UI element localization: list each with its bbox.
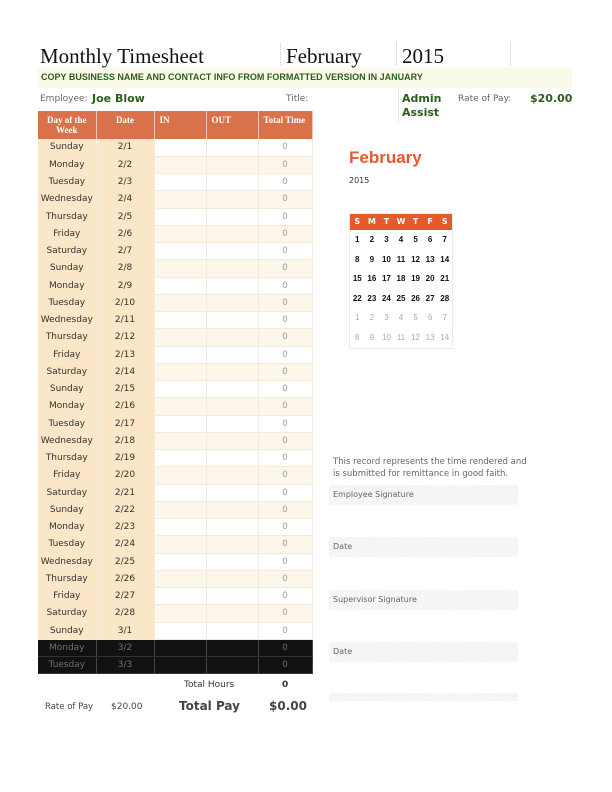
day-cell: Friday — [38, 588, 96, 605]
calendar-day: 8 — [355, 332, 360, 342]
total-time-cell: 0 — [258, 450, 312, 467]
day-cell: Wednesday — [38, 553, 96, 570]
day-cell: Monday — [38, 519, 96, 536]
total-time-cell: 0 — [258, 260, 312, 277]
time-in-cell[interactable] — [154, 156, 206, 173]
calendar-day: 27 — [425, 293, 435, 303]
table-row — [38, 639, 312, 656]
time-out-cell[interactable] — [206, 605, 258, 622]
table-row — [38, 243, 312, 260]
table-row — [38, 294, 312, 311]
day-cell: Thursday — [38, 208, 96, 225]
time-in-cell[interactable] — [154, 622, 206, 639]
day-cell: Tuesday — [38, 536, 96, 553]
time-out-cell[interactable] — [206, 639, 258, 656]
date-cell: 2/2 — [96, 156, 154, 173]
total-hours-label: Total Hours — [184, 680, 235, 690]
employee-label: Employee: — [40, 94, 88, 104]
time-in-cell[interactable] — [154, 312, 206, 329]
date-cell: 3/2 — [96, 639, 154, 656]
time-in-cell[interactable] — [154, 346, 206, 363]
calendar-day: 28 — [440, 293, 450, 303]
calendar-day: 16 — [367, 274, 377, 284]
doc-month: February — [286, 44, 362, 68]
time-out-cell[interactable] — [206, 191, 258, 208]
date-cell: 2/3 — [96, 174, 154, 191]
calendar-month: February — [349, 148, 422, 167]
total-time-cell: 0 — [258, 484, 312, 501]
time-in-cell[interactable] — [154, 432, 206, 449]
table-row — [38, 588, 312, 605]
table-row — [38, 570, 312, 587]
date-label: Date — [333, 542, 353, 551]
date-cell: 2/23 — [96, 519, 154, 536]
table-row — [38, 484, 312, 501]
time-out-cell[interactable] — [206, 536, 258, 553]
time-out-cell[interactable] — [206, 398, 258, 415]
date-field[interactable] — [329, 537, 518, 557]
table-row — [38, 622, 312, 639]
table-row — [38, 467, 312, 484]
date-field[interactable] — [329, 642, 518, 662]
calendar-day: 11 — [396, 332, 406, 342]
time-out-cell[interactable] — [206, 450, 258, 467]
table-row — [38, 363, 312, 380]
time-in-cell[interactable] — [154, 243, 206, 260]
table-row — [38, 536, 312, 553]
signature-divider — [329, 693, 518, 701]
calendar-day: 3 — [384, 313, 389, 323]
table-row — [38, 346, 312, 363]
calendar-day: 24 — [381, 293, 391, 303]
weekday-header: S — [437, 214, 452, 230]
day-cell: Tuesday — [38, 657, 96, 674]
title-label: Title: — [286, 94, 309, 104]
date-cell: 2/16 — [96, 398, 154, 415]
calendar-day: 12 — [411, 332, 421, 342]
date-cell: 2/21 — [96, 484, 154, 501]
time-in-cell[interactable] — [154, 329, 206, 346]
table-row — [38, 450, 312, 467]
table-row — [38, 657, 312, 674]
table-row — [38, 381, 312, 398]
day-cell: Sunday — [38, 381, 96, 398]
col-header-day: Day of the Week — [38, 111, 96, 139]
time-in-cell[interactable] — [154, 501, 206, 518]
total-time-cell: 0 — [258, 329, 312, 346]
day-cell: Tuesday — [38, 415, 96, 432]
time-out-cell[interactable] — [206, 156, 258, 173]
time-in-cell[interactable] — [154, 605, 206, 622]
total-time-cell: 0 — [258, 243, 312, 260]
total-time-cell: 0 — [258, 312, 312, 329]
calendar-day: 2 — [369, 235, 375, 244]
calendar-day: 9 — [369, 254, 375, 264]
time-out-cell[interactable] — [206, 260, 258, 277]
day-cell: Saturday — [38, 363, 96, 380]
time-out-cell[interactable] — [206, 363, 258, 380]
day-cell: Sunday — [38, 501, 96, 518]
divider — [280, 42, 281, 66]
date-cell: 2/8 — [96, 260, 154, 277]
calendar-day: 12 — [411, 254, 421, 264]
time-out-cell[interactable] — [206, 174, 258, 191]
date-cell: 2/24 — [96, 536, 154, 553]
date-cell: 2/4 — [96, 191, 154, 208]
total-time-cell: 0 — [258, 208, 312, 225]
employee-title[interactable]: Admin Assist — [402, 92, 442, 119]
table-row — [38, 225, 312, 242]
time-out-cell[interactable] — [206, 432, 258, 449]
total-time-cell: 0 — [258, 553, 312, 570]
day-cell: Wednesday — [38, 312, 96, 329]
total-pay-label: Total Pay — [179, 699, 240, 713]
day-cell: Monday — [38, 156, 96, 173]
table-header-row — [38, 111, 312, 139]
total-time-cell: 0 — [258, 570, 312, 587]
total-time-cell: 0 — [258, 156, 312, 173]
total-time-cell: 0 — [258, 191, 312, 208]
date-cell: 2/18 — [96, 432, 154, 449]
day-cell: Tuesday — [38, 294, 96, 311]
day-cell: Saturday — [38, 484, 96, 501]
calendar-day: 21 — [440, 274, 450, 284]
day-cell: Wednesday — [38, 191, 96, 208]
calendar-day: 10 — [381, 254, 391, 264]
table-row — [38, 191, 312, 208]
table-row — [38, 501, 312, 518]
total-time-cell: 0 — [258, 277, 312, 294]
calendar-day: 7 — [442, 313, 447, 323]
time-out-cell[interactable] — [206, 225, 258, 242]
calendar-day: 17 — [381, 274, 391, 284]
day-cell: Thursday — [38, 450, 96, 467]
calendar-day: 8 — [355, 254, 360, 264]
day-cell: Tuesday — [38, 174, 96, 191]
weekday-header: F — [423, 214, 438, 230]
calendar-day: 6 — [427, 235, 433, 244]
date-cell: 2/5 — [96, 208, 154, 225]
day-cell: Wednesday — [38, 432, 96, 449]
total-time-cell: 0 — [258, 467, 312, 484]
time-in-cell[interactable] — [154, 208, 206, 225]
calendar-day: 7 — [442, 235, 447, 244]
weekday-header: T — [408, 214, 423, 230]
timesheet-table — [38, 111, 313, 674]
total-pay-value: $0.00 — [269, 699, 307, 713]
total-time-cell: 0 — [258, 536, 312, 553]
time-in-cell[interactable] — [154, 639, 206, 656]
time-out-cell[interactable] — [206, 553, 258, 570]
total-time-cell: 0 — [258, 363, 312, 380]
calendar-day: 23 — [367, 293, 377, 303]
calendar-day: 5 — [413, 313, 418, 323]
total-time-cell: 0 — [258, 174, 312, 191]
time-out-cell[interactable] — [206, 484, 258, 501]
table-row — [38, 398, 312, 415]
day-cell: Sunday — [38, 260, 96, 277]
date-cell: 2/15 — [96, 381, 154, 398]
time-in-cell[interactable] — [154, 260, 206, 277]
total-time-cell: 0 — [258, 605, 312, 622]
day-cell: Friday — [38, 346, 96, 363]
time-out-cell[interactable] — [206, 657, 258, 674]
total-time-cell: 0 — [258, 501, 312, 518]
date-cell: 2/11 — [96, 312, 154, 329]
time-out-cell[interactable] — [206, 415, 258, 432]
table-row — [38, 553, 312, 570]
calendar-day: 20 — [425, 274, 435, 284]
time-in-cell[interactable] — [154, 657, 206, 674]
time-out-cell[interactable] — [206, 381, 258, 398]
calendar-day: 18 — [396, 274, 406, 284]
time-in-cell[interactable] — [154, 484, 206, 501]
day-cell: Saturday — [38, 605, 96, 622]
day-cell: Friday — [38, 467, 96, 484]
day-cell: Thursday — [38, 329, 96, 346]
total-time-cell: 0 — [258, 346, 312, 363]
calendar-day: 25 — [396, 293, 406, 303]
day-cell: Monday — [38, 398, 96, 415]
calendar-day: 2 — [369, 313, 375, 323]
time-in-cell[interactable] — [154, 588, 206, 605]
total-time-cell: 0 — [258, 225, 312, 242]
mini-calendar — [349, 213, 453, 349]
col-header-total: Total Time — [258, 111, 312, 139]
calendar-day: 4 — [398, 235, 404, 244]
table-row — [38, 277, 312, 294]
total-time-cell: 0 — [258, 588, 312, 605]
date-cell: 2/7 — [96, 243, 154, 260]
date-label: Date — [333, 647, 353, 656]
date-cell: 2/19 — [96, 450, 154, 467]
table-row — [38, 139, 312, 156]
day-cell: Sunday — [38, 139, 96, 156]
employee-signature-label: Employee Signature — [333, 490, 414, 499]
certification-statement: This record represents the time rendered and is submitted for remittance in good faith. — [333, 457, 527, 479]
time-in-cell[interactable] — [154, 450, 206, 467]
time-out-cell[interactable] — [206, 329, 258, 346]
date-cell: 2/14 — [96, 363, 154, 380]
table-row — [38, 312, 312, 329]
total-time-cell: 0 — [258, 657, 312, 674]
date-cell: 2/25 — [96, 553, 154, 570]
total-time-cell: 0 — [258, 519, 312, 536]
time-in-cell[interactable] — [154, 363, 206, 380]
calendar-day: 10 — [381, 332, 391, 342]
date-cell: 2/26 — [96, 570, 154, 587]
time-out-cell[interactable] — [206, 277, 258, 294]
date-cell: 2/10 — [96, 294, 154, 311]
day-cell: Friday — [38, 225, 96, 242]
time-out-cell[interactable] — [206, 501, 258, 518]
divider — [396, 42, 397, 66]
time-in-cell[interactable] — [154, 277, 206, 294]
calendar-day: 13 — [425, 254, 435, 264]
total-time-cell: 0 — [258, 398, 312, 415]
time-in-cell[interactable] — [154, 294, 206, 311]
divider — [510, 42, 511, 66]
calendar-day: 1 — [355, 235, 360, 244]
calendar-day: 9 — [369, 332, 375, 342]
day-cell: Sunday — [38, 622, 96, 639]
calendar-day: 5 — [413, 235, 418, 244]
table-row — [38, 605, 312, 622]
table-row — [38, 156, 312, 173]
time-out-cell[interactable] — [206, 139, 258, 156]
total-time-cell: 0 — [258, 415, 312, 432]
table-row — [38, 519, 312, 536]
weekday-header: W — [394, 214, 409, 230]
date-cell: 2/13 — [96, 346, 154, 363]
date-cell: 2/9 — [96, 277, 154, 294]
employee-name[interactable]: Joe Blow — [92, 92, 145, 105]
time-in-cell[interactable] — [154, 139, 206, 156]
time-in-cell[interactable] — [154, 415, 206, 432]
calendar-day: 11 — [396, 254, 406, 264]
date-cell: 2/1 — [96, 139, 154, 156]
time-out-cell[interactable] — [206, 312, 258, 329]
calendar-day: 22 — [352, 293, 362, 303]
total-time-cell: 0 — [258, 294, 312, 311]
doc-title: Monthly Timesheet — [40, 44, 204, 68]
time-in-cell[interactable] — [154, 398, 206, 415]
day-cell: Thursday — [38, 570, 96, 587]
calendar-day: 15 — [352, 274, 362, 284]
time-in-cell[interactable] — [154, 381, 206, 398]
time-out-cell[interactable] — [206, 570, 258, 587]
day-cell: Monday — [38, 639, 96, 656]
date-cell: 2/12 — [96, 329, 154, 346]
time-out-cell[interactable] — [206, 294, 258, 311]
date-cell: 2/17 — [96, 415, 154, 432]
calendar-day: 26 — [411, 293, 421, 303]
col-header-out: OUT — [206, 111, 258, 139]
rate-of-pay-value: $20.00 — [111, 702, 143, 712]
weekday-header: T — [379, 214, 394, 230]
total-time-cell: 0 — [258, 381, 312, 398]
calendar-year: 2015 — [349, 176, 370, 185]
time-out-cell[interactable] — [206, 519, 258, 536]
calendar-day: 1 — [355, 313, 360, 323]
weekday-header: S — [350, 214, 365, 230]
calendar-day: 14 — [440, 332, 450, 342]
doc-year: 2015 — [402, 44, 444, 68]
table-row — [38, 260, 312, 277]
total-time-cell: 0 — [258, 639, 312, 656]
time-in-cell[interactable] — [154, 467, 206, 484]
calendar-day: 4 — [398, 313, 404, 323]
date-cell: 3/3 — [96, 657, 154, 674]
time-out-cell[interactable] — [206, 208, 258, 225]
calendar-day: 14 — [440, 254, 450, 264]
calendar-day: 6 — [427, 313, 433, 323]
timesheet-body — [38, 139, 312, 674]
total-time-cell: 0 — [258, 432, 312, 449]
table-row — [38, 329, 312, 346]
total-time-cell: 0 — [258, 622, 312, 639]
business-banner[interactable]: COPY BUSINESS NAME AND CONTACT INFO FROM FORMATTED VERSION IN JANUARY — [38, 68, 572, 88]
date-cell: 2/20 — [96, 467, 154, 484]
time-out-cell[interactable] — [206, 467, 258, 484]
time-out-cell[interactable] — [206, 346, 258, 363]
rate-value[interactable]: $20.00 — [530, 92, 573, 105]
time-in-cell[interactable] — [154, 519, 206, 536]
time-out-cell[interactable] — [206, 243, 258, 260]
rate-of-pay-label: Rate of Pay — [45, 702, 94, 712]
date-cell: 2/28 — [96, 605, 154, 622]
calendar-day: 3 — [384, 235, 389, 244]
time-in-cell[interactable] — [154, 570, 206, 587]
table-row — [38, 415, 312, 432]
day-cell: Saturday — [38, 243, 96, 260]
date-cell: 2/27 — [96, 588, 154, 605]
date-cell: 2/22 — [96, 501, 154, 518]
total-hours-value: 0 — [282, 680, 289, 690]
time-out-cell[interactable] — [206, 588, 258, 605]
time-in-cell[interactable] — [154, 191, 206, 208]
table-row — [38, 432, 312, 449]
rate-label: Rate of Pay: — [458, 94, 512, 104]
weekday-header: M — [365, 214, 380, 230]
calendar-day: 19 — [411, 274, 421, 284]
total-time-cell: 0 — [258, 139, 312, 156]
col-header-in: IN — [154, 111, 206, 139]
day-cell: Monday — [38, 277, 96, 294]
calendar-day: 13 — [425, 332, 435, 342]
time-out-cell[interactable] — [206, 622, 258, 639]
time-in-cell[interactable] — [154, 553, 206, 570]
time-in-cell[interactable] — [154, 536, 206, 553]
date-cell: 3/1 — [96, 622, 154, 639]
supervisor-signature-label: Supervisor Signature — [333, 595, 417, 604]
time-in-cell[interactable] — [154, 225, 206, 242]
table-row — [38, 174, 312, 191]
col-header-date: Date — [96, 111, 154, 139]
time-in-cell[interactable] — [154, 174, 206, 191]
table-row — [38, 208, 312, 225]
date-cell: 2/6 — [96, 225, 154, 242]
